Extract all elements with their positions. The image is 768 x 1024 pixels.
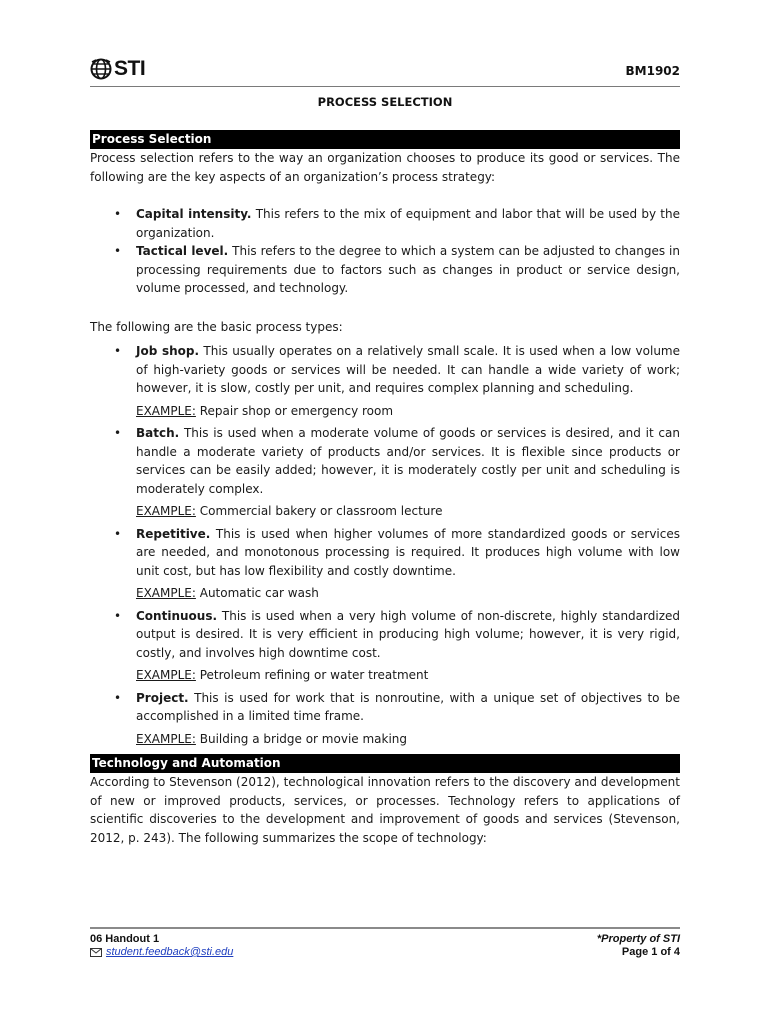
bullet-icon: • bbox=[114, 608, 122, 623]
type-text: This is used for work that is nonroutine, with a unique set of objectives to be accomplished in a limited time frame. bbox=[136, 690, 680, 723]
example-text: Repair shop or emergency room bbox=[195, 403, 394, 418]
page-title: PROCESS SELECTION bbox=[317, 95, 453, 109]
page-footer bbox=[90, 927, 680, 958]
list-item bbox=[90, 689, 680, 749]
page-header bbox=[90, 58, 680, 87]
bullet-icon: • bbox=[114, 526, 122, 541]
handout-label: 06 Handout 1 bbox=[90, 933, 160, 945]
type-text: This is used when a very high volume of non-discrete, highly standardized output is desired. It is very efficient in producing high volume; however, it is very rigid, costly, and involves high downtime cost. bbox=[136, 608, 680, 660]
example-label: EXAMPLE: bbox=[136, 586, 196, 600]
type-text: This usually operates on a relatively small scale. It is used when a low volume of high-variety goods or services will be needed. It can handle a wide variety of work; however, it is slow, costly per unit, and requires complex planning and scheduling. bbox=[136, 344, 680, 395]
aspect-term: Tactical level. bbox=[136, 244, 229, 258]
technology-automation-text: According to Stevenson (2012), technological innovation refers to the discovery and development of new or improved products, services, or processes. Technology refers to applications of scientific discoveries to the development and improvement of goods and services (Stevenson, 2012, p. 243). The following summarizes the scope of technology: bbox=[90, 775, 680, 845]
footer-left bbox=[90, 933, 233, 959]
list-item bbox=[90, 205, 680, 242]
list-item bbox=[90, 424, 680, 521]
type-example bbox=[136, 666, 680, 685]
type-term: Job shop. bbox=[136, 344, 200, 358]
example-label: EXAMPLE: bbox=[136, 504, 196, 518]
bullet-icon: • bbox=[114, 426, 122, 440]
bullet-icon: • bbox=[114, 344, 122, 358]
course-code: BM1902 bbox=[625, 64, 680, 78]
example-text: Commercial bakery or classroom lecture bbox=[195, 504, 443, 518]
bullet-icon: • bbox=[114, 244, 122, 258]
process-selection-intro: Process selection refers to the way an organization chooses to produce its good or services. The following are the key aspects of an organization’s process strategy: bbox=[90, 151, 680, 184]
example-label: EXAMPLE: bbox=[136, 403, 196, 418]
example-label: EXAMPLE: bbox=[136, 731, 196, 746]
aspect-text: This refers to the mix of equipment and labor that will be used by the organization. bbox=[136, 207, 680, 240]
section-heading-process-selection: Process Selection bbox=[90, 130, 680, 149]
list-item bbox=[90, 525, 680, 603]
process-strategy-aspects-list bbox=[90, 205, 680, 298]
property-label: *Property of STI bbox=[596, 933, 680, 945]
list-item bbox=[90, 342, 680, 420]
type-term: Continuous. bbox=[136, 608, 218, 623]
process-types-intro: The following are the basic process types: bbox=[90, 320, 343, 334]
type-term: Batch. bbox=[136, 426, 180, 440]
bullet-icon: • bbox=[114, 690, 122, 705]
type-example bbox=[136, 402, 680, 421]
list-item bbox=[90, 242, 680, 298]
type-term: Repetitive. bbox=[136, 526, 211, 541]
example-label: EXAMPLE: bbox=[136, 668, 196, 682]
example-text: Petroleum refining or water treatment bbox=[195, 668, 429, 682]
email-row bbox=[90, 946, 233, 959]
type-example bbox=[136, 730, 680, 749]
envelope-icon bbox=[90, 948, 102, 957]
page-number: Page 1 of 4 bbox=[621, 946, 680, 958]
feedback-email-link[interactable]: student.feedback@sti.edu bbox=[106, 946, 234, 958]
type-text: This is used when higher volumes of more standardized goods or services are needed, and monotonous processing is required. It produces high volume with low unit cost, but has low flexibility and costly downtime. bbox=[136, 526, 680, 578]
type-term: Project. bbox=[136, 690, 189, 705]
section-heading-technology-automation: Technology and Automation bbox=[90, 754, 680, 773]
example-text: Building a bridge or movie making bbox=[195, 731, 408, 746]
footer-right bbox=[597, 933, 680, 959]
bullet-icon: • bbox=[114, 207, 122, 221]
sti-logo bbox=[90, 58, 145, 80]
aspect-text: This refers to the degree to which a system can be adjusted to changes in processing requirements due to factors such as changes in product or service design, volume processed, and technology. bbox=[136, 244, 680, 295]
logo-text: STI bbox=[114, 57, 146, 80]
type-text: This is used when a moderate volume of goods or services is desired, and it can handle a moderate variety of products and/or services. It is flexible since products or services can be easily added; however, it is moderately costly per unit and scheduling is moderately complex. bbox=[136, 426, 680, 496]
example-text: Automatic car wash bbox=[195, 586, 319, 600]
process-types-list bbox=[90, 342, 680, 752]
aspect-term: Capital intensity. bbox=[136, 207, 252, 221]
type-example bbox=[136, 584, 680, 603]
sti-globe-icon bbox=[90, 58, 112, 80]
list-item bbox=[90, 607, 680, 685]
type-example bbox=[136, 502, 680, 521]
